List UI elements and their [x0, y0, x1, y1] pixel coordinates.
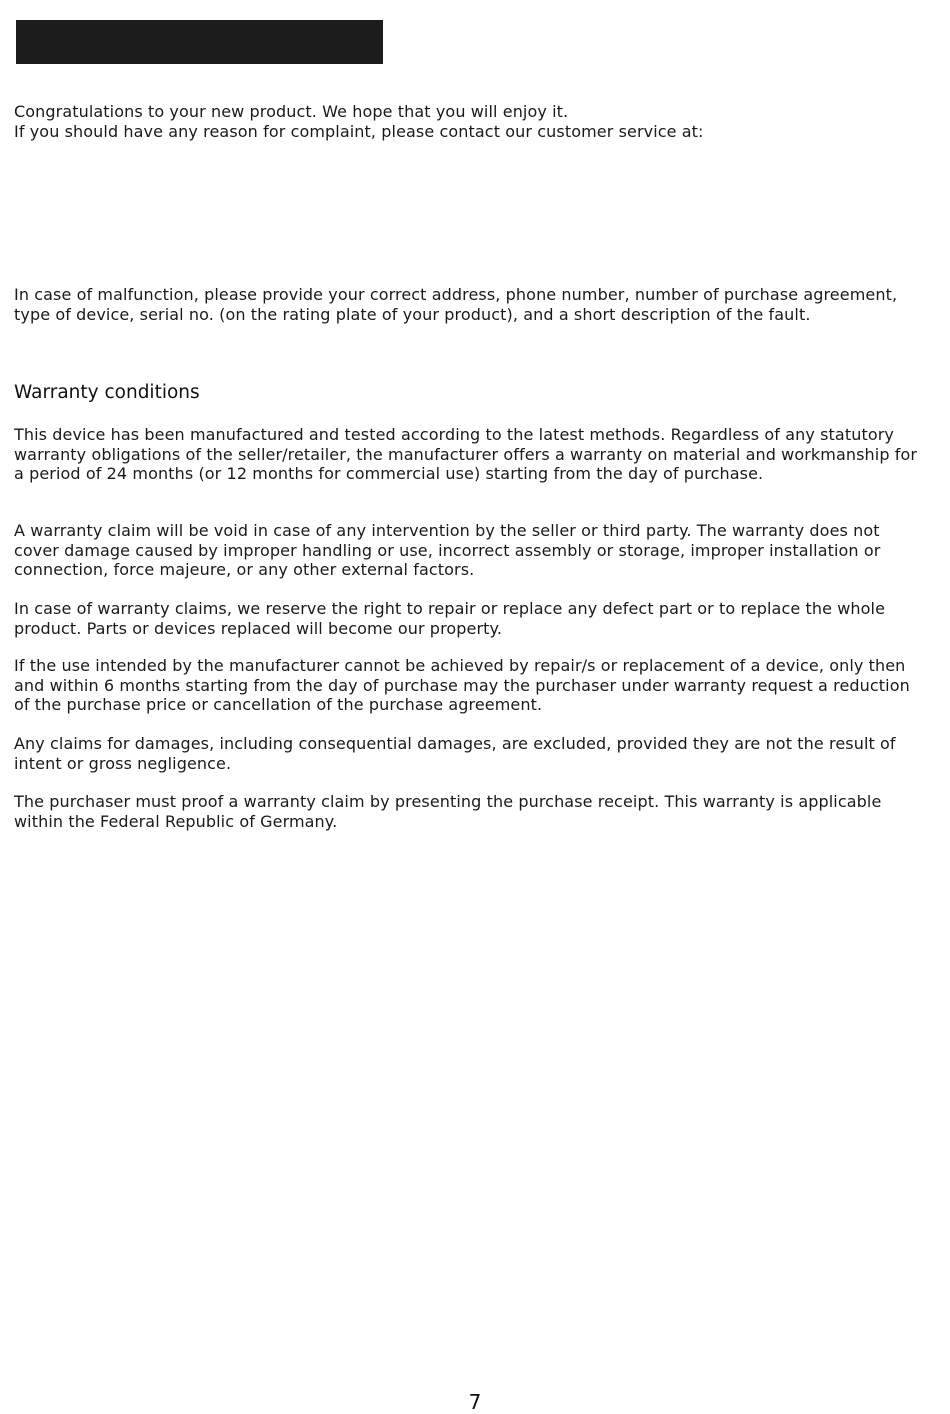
- warranty-paragraph-1: [14, 425, 924, 484]
- intro-line-2: If you should have any reason for complaint, please contact our customer service at:: [14, 121, 704, 141]
- warranty-heading: Warranty conditions: [14, 382, 200, 403]
- warranty-paragraph-text: The purchaser must proof a warranty claim by presenting the purchase receipt. This warranty is applicable within the Federal Republic of Germany.: [14, 792, 882, 831]
- page-number: 7: [468, 1390, 482, 1414]
- warranty-paragraph-2: [14, 521, 924, 580]
- warranty-paragraph-text: This device has been manufactured and tested according to the latest methods. Regardless of any statutory warranty obligations of the seller/retailer, the manufacturer offers a warranty on material and workmanship for a period of 24 months (or 12 months for commercial use) starting from the day of purchase.: [14, 425, 918, 483]
- warranty-paragraph-text: A warranty claim will be void in case of any intervention by the seller or third party. The warranty does not cover damage caused by improper handling or use, incorrect assembly or storage, improper installation or connection, force majeure, or any other external factors.: [14, 521, 881, 579]
- warranty-paragraph-6: [14, 792, 924, 831]
- malfunction-text: In case of malfunction, please provide your correct address, phone number, number of purchase agreement, type of device, serial no. (on the rating plate of your product), and a short description of the fault.: [14, 285, 898, 324]
- warranty-paragraph-5: [14, 734, 924, 773]
- warranty-paragraph-text: In case of warranty claims, we reserve the right to repair or replace any defect part or to replace the whole product. Parts or devices replaced will become our property.: [14, 599, 886, 638]
- warranty-paragraph-3: [14, 599, 924, 638]
- warranty-paragraph-text: If the use intended by the manufacturer cannot be achieved by repair/s or replacement of a device, only then and within 6 months starting from the day of purchase may the purchaser under warranty request a reduction of the purchase price or cancellation of the purchase agreement.: [14, 656, 910, 714]
- intro-block: [14, 102, 924, 141]
- header-bar: [16, 20, 383, 64]
- warranty-paragraph-text: Any claims for damages, including consequential damages, are excluded, provided they are not the result of intent or gross negligence.: [14, 734, 896, 773]
- malfunction-block: [14, 285, 924, 324]
- warranty-paragraph-4: [14, 656, 924, 715]
- intro-line-1: Congratulations to your new product. We hope that you will enjoy it.: [14, 102, 569, 121]
